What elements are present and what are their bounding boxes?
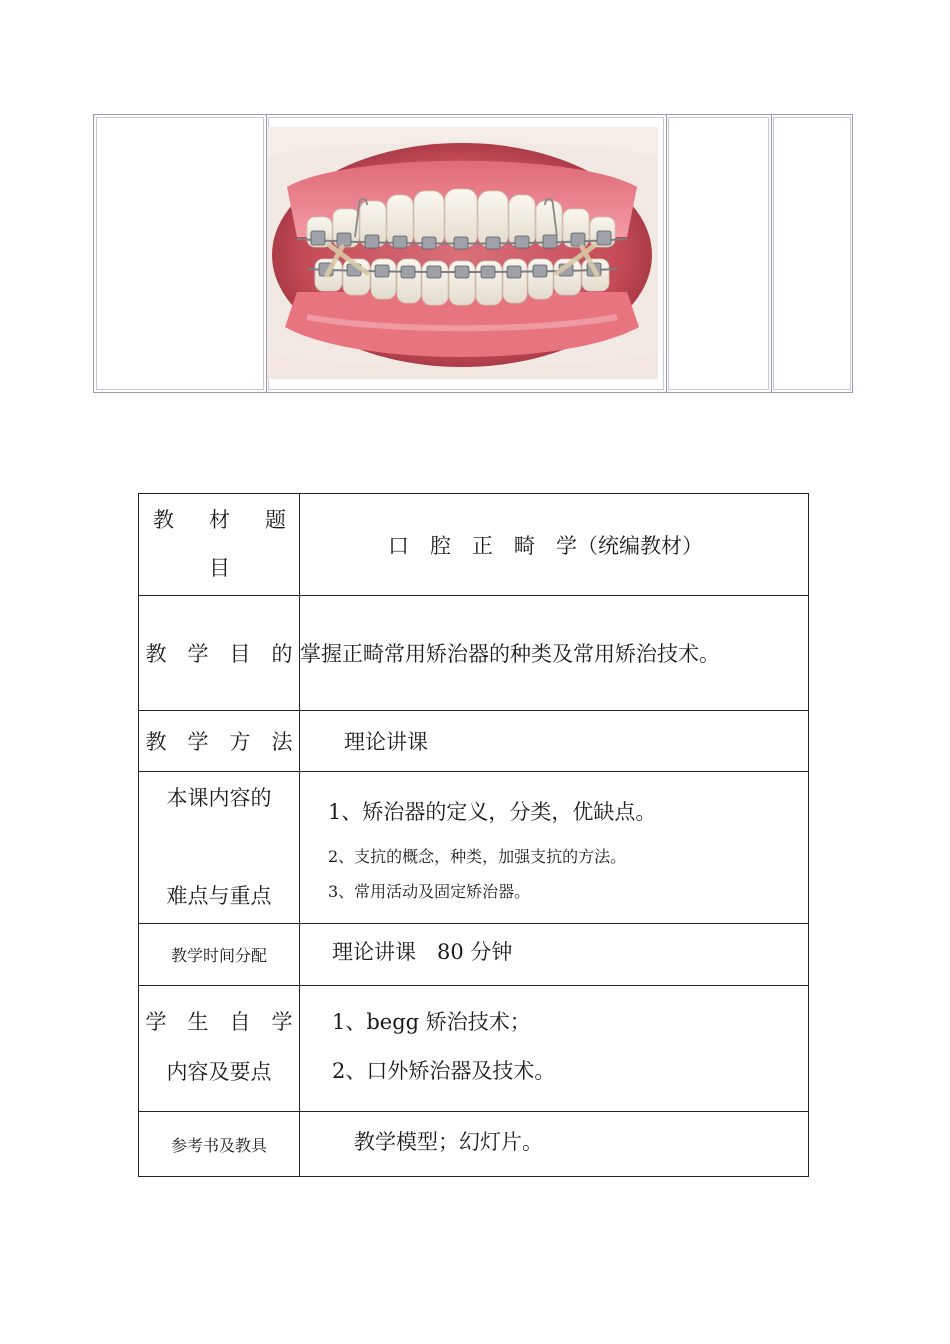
value-text: 理论讲课: [344, 730, 428, 754]
value-teaching-method: [300, 711, 809, 772]
image-table-cell-4: [771, 115, 853, 392]
value-text: 口 腔 正 畸 学（统编教材）: [388, 533, 703, 558]
list-item: 1、begg 矫治技术；: [332, 1010, 531, 1034]
list-item: 1、矫治器的定义，分类，优缺点。: [328, 800, 657, 824]
value-text: 教学模型；幻灯片。: [354, 1130, 543, 1154]
label-text: 学 生 自 学: [145, 1010, 293, 1034]
label-references: [139, 1112, 300, 1177]
value-text: 掌握正畸常用矫治器的种类及常用矫治技术。: [300, 642, 720, 666]
table-row: [139, 772, 809, 924]
value-text: 理论讲课 80 分钟: [332, 940, 513, 964]
list-item: 3、常用活动及固定矫治器。: [328, 882, 531, 901]
label-text: 教 学 目 的: [145, 642, 293, 666]
label-text: 参考书及教具: [170, 1135, 267, 1155]
label-text: 教学时间分配: [170, 946, 267, 965]
table-row: [139, 596, 809, 711]
list-item: 2、口外矫治器及技术。: [332, 1059, 556, 1083]
table-row: [139, 494, 809, 596]
label-char: 教: [153, 508, 174, 532]
label-self-study: [139, 986, 300, 1112]
table-row: [139, 1112, 809, 1177]
value-teaching-goal: [300, 596, 809, 711]
label-char: 目: [209, 556, 230, 580]
lesson-plan-table: [138, 493, 809, 1177]
label-time-allocation: [139, 924, 300, 986]
value-references: [300, 1112, 809, 1177]
label-text: 内容及要点: [166, 1060, 272, 1084]
label-text: 教 学 方 法: [145, 730, 293, 754]
value-textbook-title: [300, 494, 809, 596]
label-char: 题: [265, 508, 286, 532]
value-key-points: [300, 772, 809, 924]
label-text: 难点与重点: [166, 884, 272, 908]
label-teaching-method: [139, 711, 300, 772]
label-teaching-goal: [139, 596, 300, 711]
orthodontic-braces-photo: [267, 127, 658, 379]
label-char: 材: [209, 508, 230, 532]
value-self-study: [300, 986, 809, 1112]
label-key-points: [139, 772, 300, 924]
label-text: 本课内容的: [166, 786, 272, 810]
value-time-allocation: [300, 924, 809, 986]
image-table-cell-1: [94, 115, 267, 392]
image-table-cell-3: [666, 115, 772, 392]
table-row: [139, 986, 809, 1112]
list-item: 2、支抗的概念，种类，加强支抗的方法。: [328, 847, 627, 866]
table-row: [139, 924, 809, 986]
label-textbook-title: [139, 494, 300, 596]
table-row: [139, 711, 809, 772]
